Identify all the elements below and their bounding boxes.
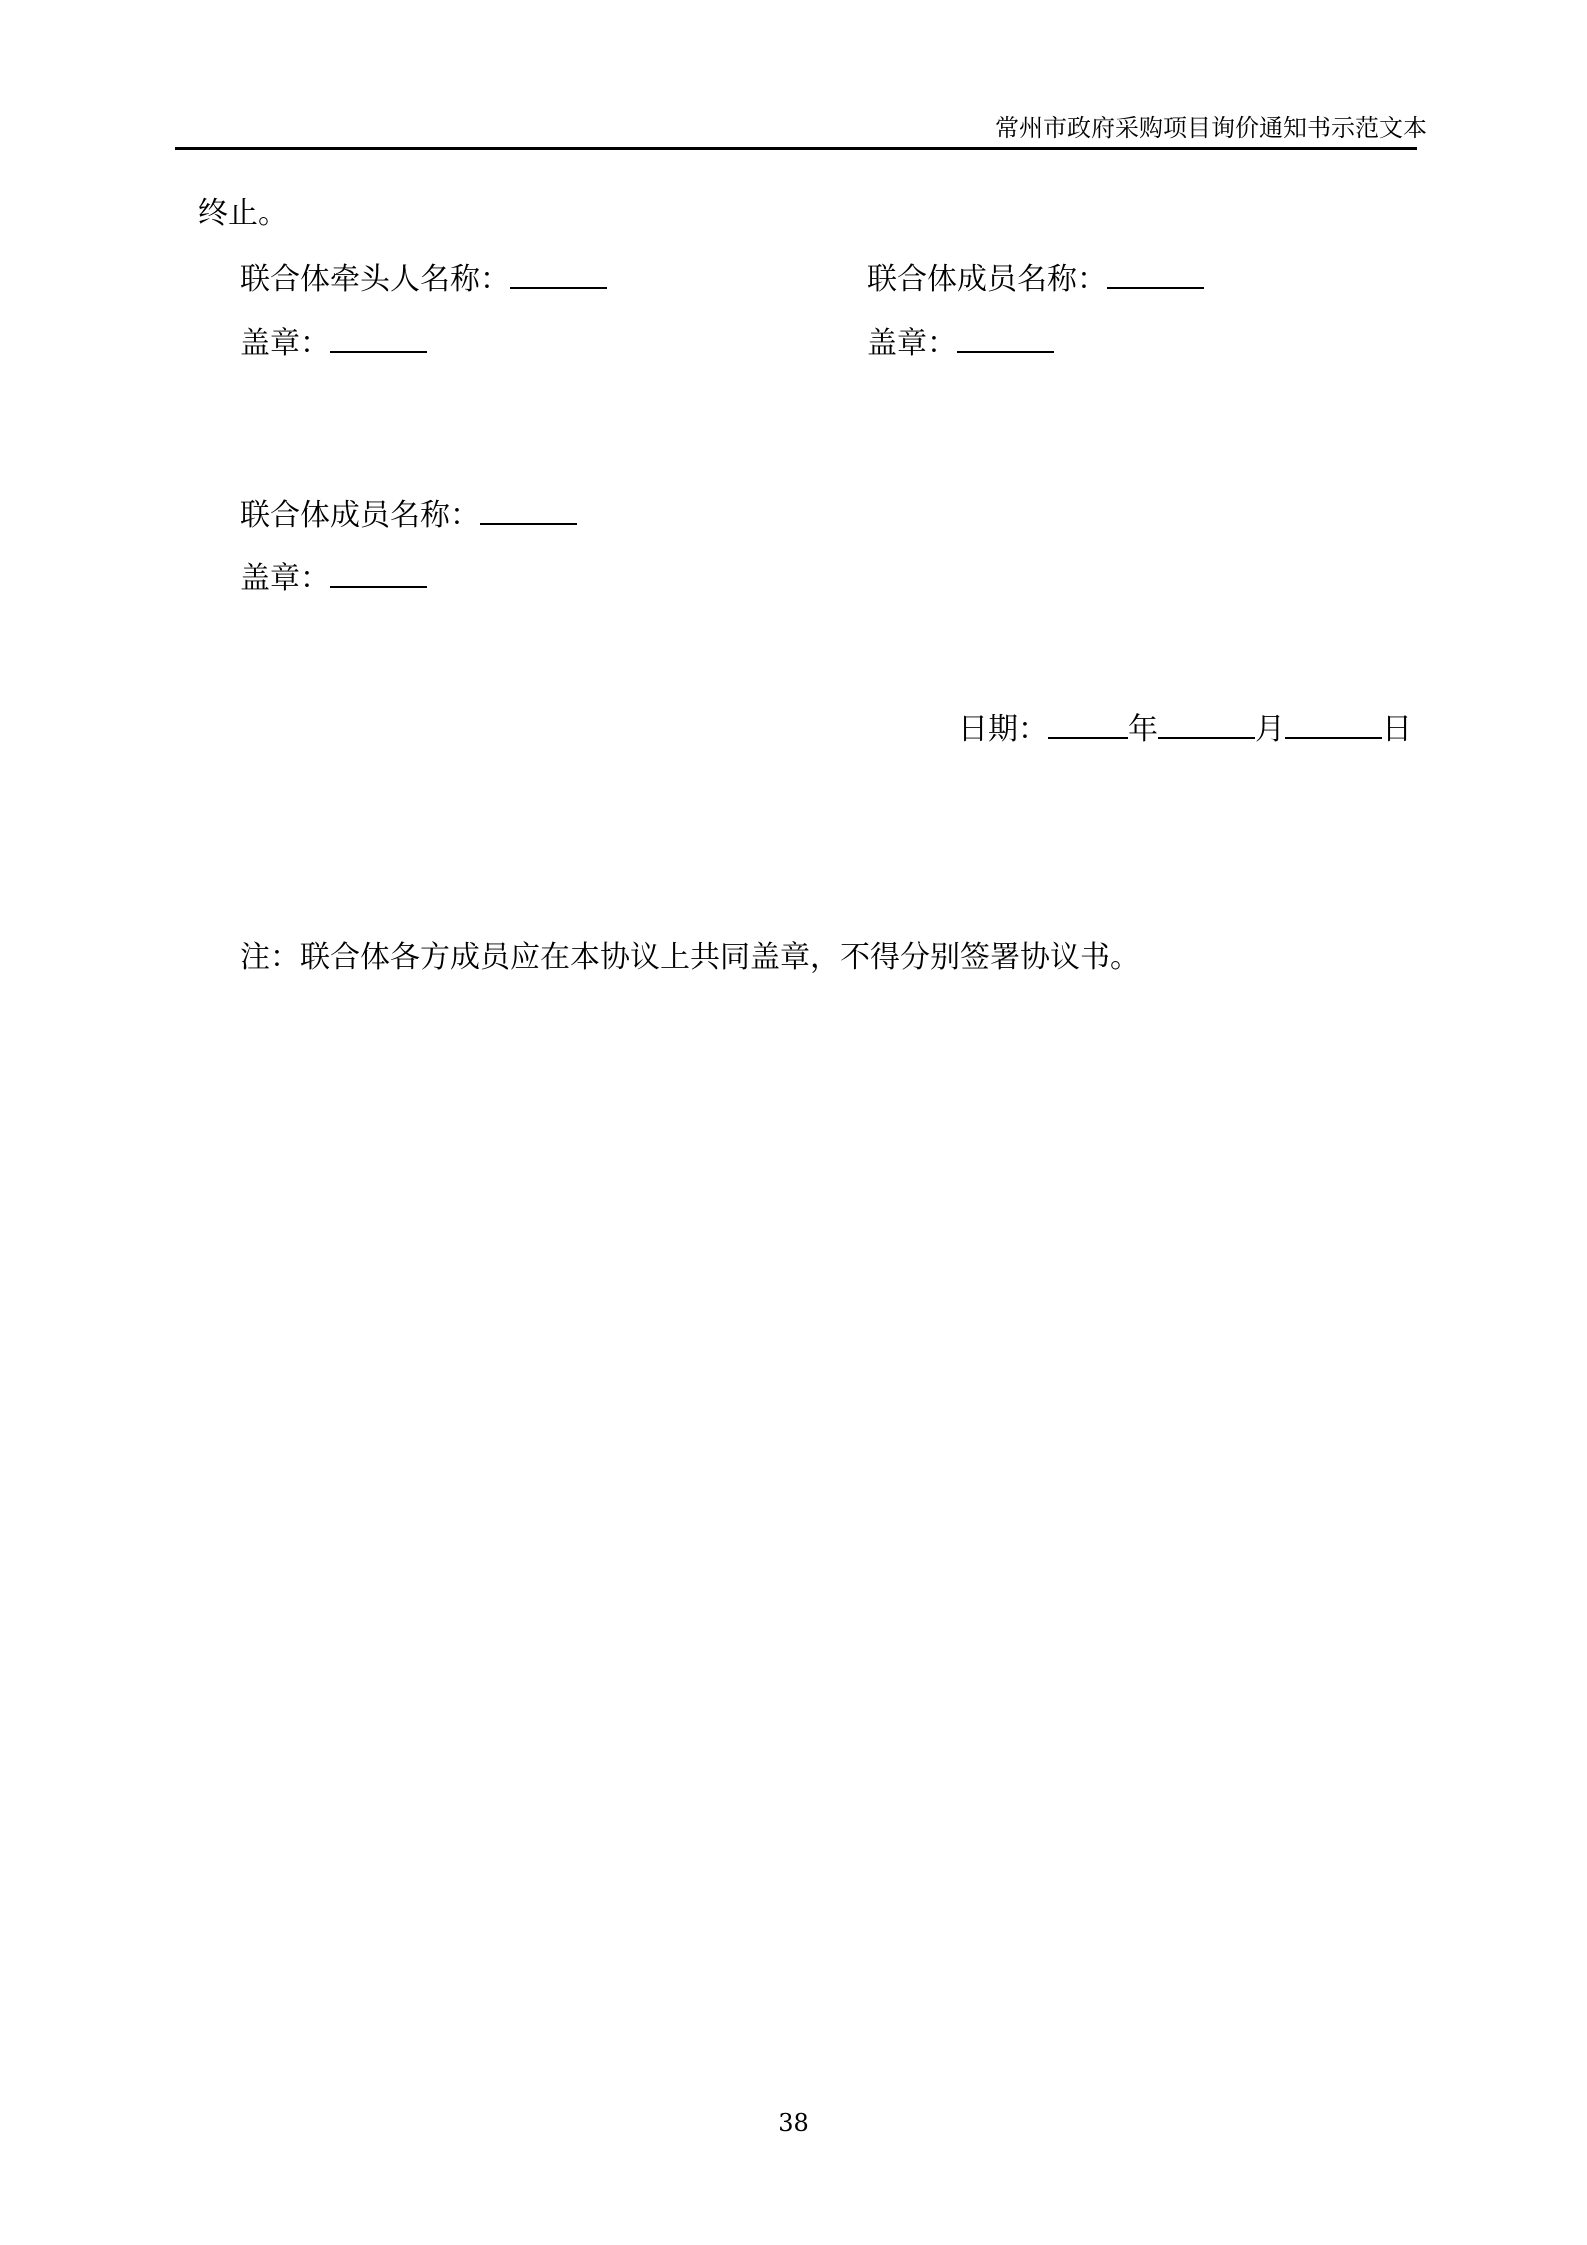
seal-blank — [330, 321, 427, 353]
member-name-blank — [1107, 257, 1204, 289]
member-name-field-1 — [867, 257, 1204, 300]
date-line — [958, 707, 1412, 750]
page-number: 38 — [778, 2109, 809, 2137]
member-name-field-2 — [240, 493, 577, 536]
seal-blank — [957, 321, 1054, 353]
running-header: 常州市政府采购项目询价通知书示范文本 — [995, 114, 1427, 142]
month-label: 月 — [1255, 712, 1285, 747]
member-seal-field-1 — [867, 321, 1054, 364]
lead-seal-field — [240, 321, 427, 364]
member-name-blank — [480, 493, 577, 525]
day-label: 日 — [1382, 712, 1412, 747]
seal-label: 盖章： — [867, 326, 957, 361]
note-text: 注：联合体各方成员应在本协议上共同盖章，不得分别签署协议书。 — [240, 940, 1140, 975]
seal-blank — [330, 556, 427, 588]
seal-label: 盖章： — [240, 326, 330, 361]
year-blank — [1048, 707, 1128, 739]
header-rule — [175, 147, 1417, 150]
member-seal-field-2 — [240, 556, 427, 599]
continuation-text: 终止。 — [198, 196, 288, 231]
seal-label: 盖章： — [240, 561, 330, 596]
lead-name-label: 联合体牵头人名称： — [240, 262, 510, 297]
member-name-label: 联合体成员名称： — [867, 262, 1107, 297]
date-label: 日期： — [958, 712, 1048, 747]
month-blank — [1158, 707, 1255, 739]
lead-name-field — [240, 257, 607, 300]
lead-name-blank — [510, 257, 607, 289]
year-label: 年 — [1128, 712, 1158, 747]
day-blank — [1285, 707, 1382, 739]
member-name-label: 联合体成员名称： — [240, 498, 480, 533]
